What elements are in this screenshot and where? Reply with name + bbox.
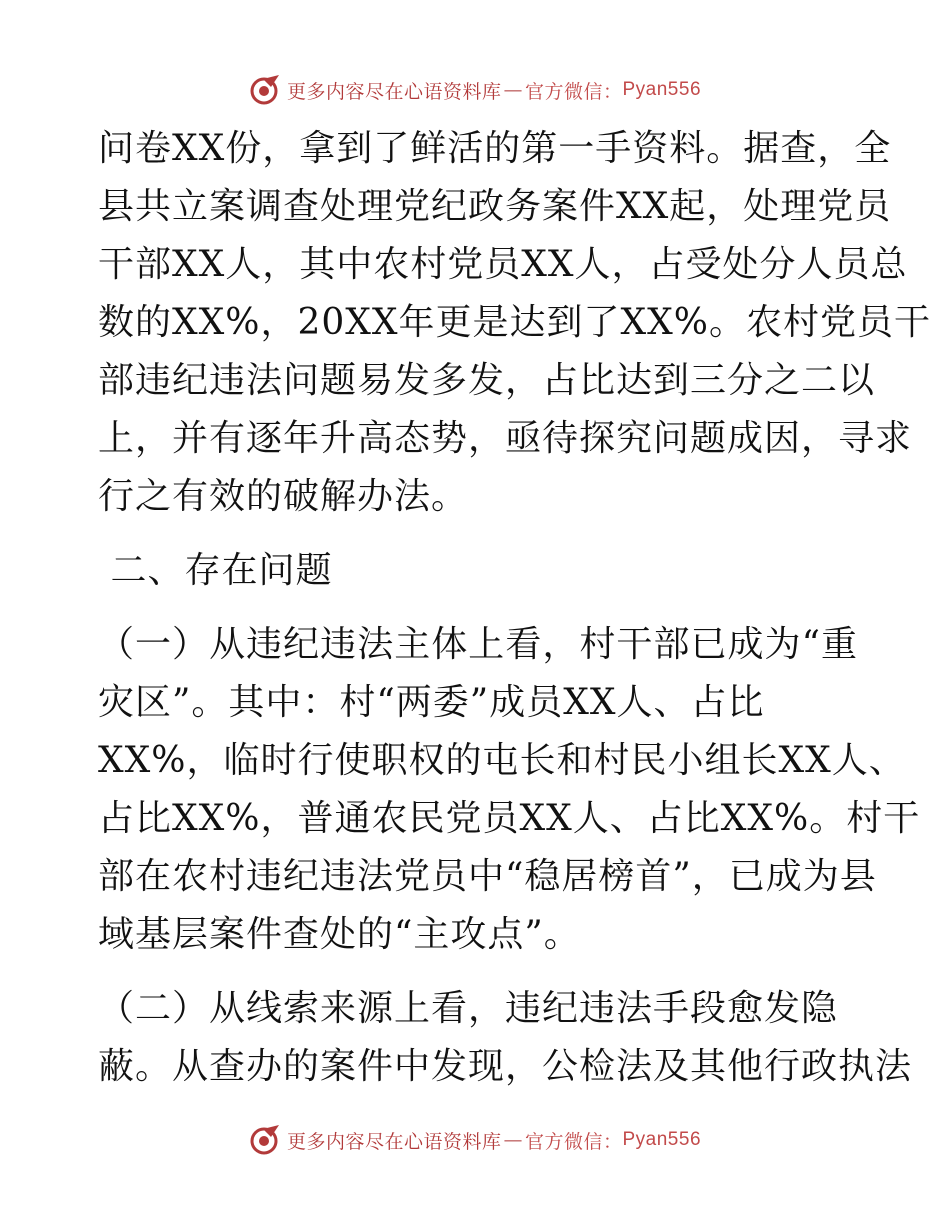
text-line: 干部XX人，其中农村党员XX人，占受处分人员总 [98,244,908,285]
text-line: 部在农村违纪违法党员中“稳居榜首”，已成为县 [98,856,877,897]
paragraph-2 [98,616,921,964]
text-line: 县共立案调查处理党纪政务案件XX起，处理党员 [98,186,892,227]
paragraph-3 [98,980,913,1096]
text-line: 上，并有逐年升高态势，亟待探究问题成因，寻求 [98,418,913,459]
text-line: （二）从线索来源上看，违纪违法手段愈发隐 [98,988,839,1029]
watermark-account: Pyan556 [622,79,702,100]
text-line: （一）从违纪违法主体上看，村干部已成为“重 [98,624,858,665]
text-line: 蔽。从查办的案件中发现，公检法及其他行政执法 [98,1046,913,1087]
text-line: XX%，临时行使职权的屯长和村民小组长XX人、 [98,740,906,781]
text-line: 数的XX%，20XX年更是达到了XX%。农村党员干 [98,302,931,343]
watermark-label: 官方微信： [524,1130,623,1153]
watermark-account: Pyan556 [622,1129,702,1150]
document-body [98,120,931,1096]
text-line: 灾区”。其中：村“两委”成员XX人、占比 [98,682,765,723]
watermark-banner-top [0,70,950,110]
text-line: 部违纪违法问题易发多发，占比达到三分之二以 [98,360,876,401]
watermark-banner-bottom [0,1120,950,1160]
watermark-separator: — [503,79,523,101]
paragraph-1 [98,120,931,526]
watermark-separator: — [503,1129,523,1151]
text-line: 域基层案件查处的“主攻点”。 [98,914,581,955]
watermark-text: 更多内容尽在心语资料库 [286,1130,502,1153]
text-line: 问卷XX份，拿到了鲜活的第一手资料。据查，全 [98,128,892,169]
section-heading [98,542,858,600]
watermark-logo-icon [249,1123,283,1157]
watermark-text: 更多内容尽在心语资料库 [286,80,502,103]
text-line: 行之有效的破解办法。 [98,476,469,517]
watermark-logo-icon [249,73,283,107]
watermark-label: 官方微信： [524,80,623,103]
heading-text: 二、存在问题 [98,550,333,591]
text-line: 占比XX%，普通农民党员XX人、占比XX%。村干 [98,798,921,839]
